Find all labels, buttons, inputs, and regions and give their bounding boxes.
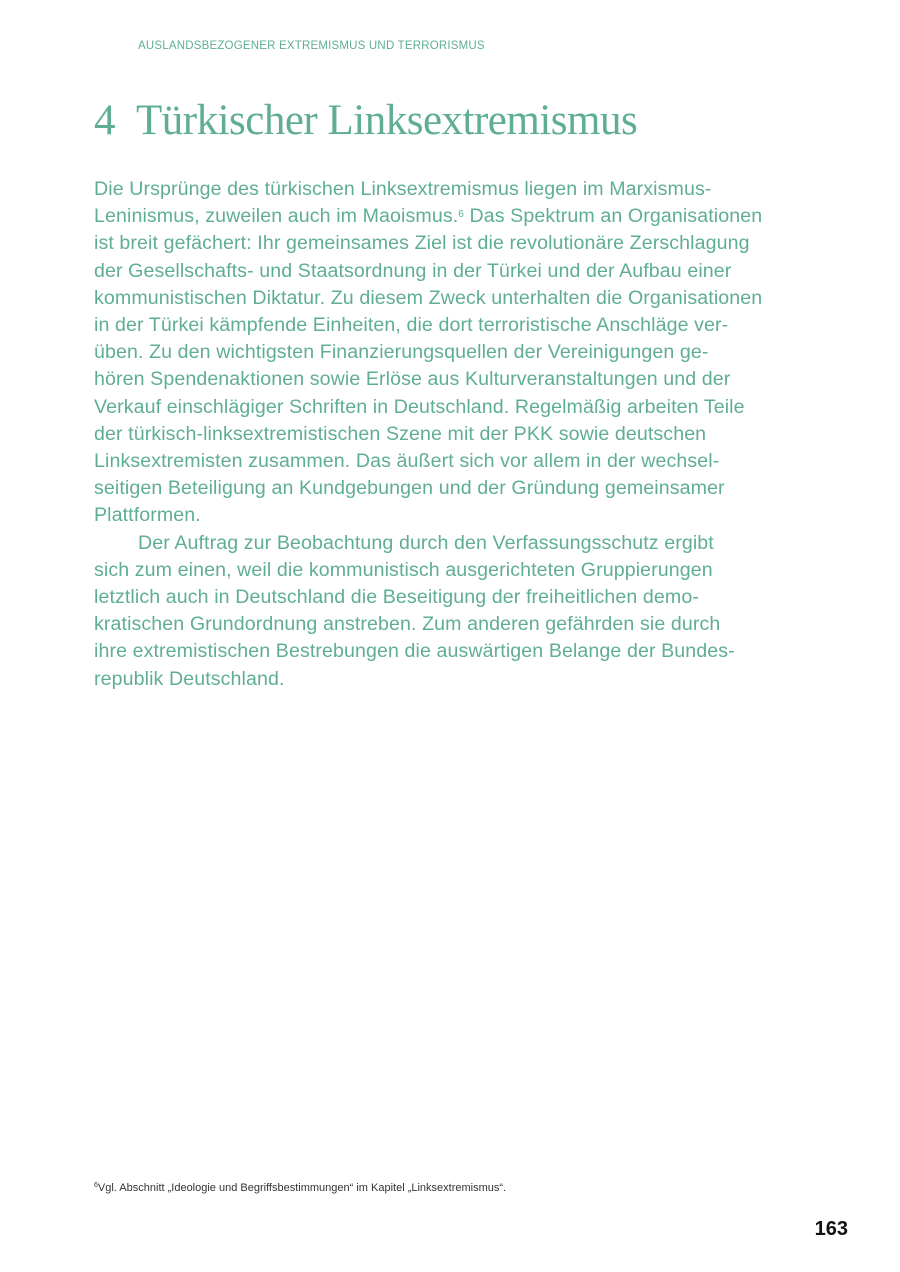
text-segment: Das Spektrum an Organisationen xyxy=(463,205,763,228)
text-line: in der Türkei kämpfende Einheiten, die dort terroristische Anschläge ver- xyxy=(94,314,729,337)
body-text xyxy=(94,176,840,693)
paragraph-1 xyxy=(94,176,840,530)
chapter-title: Türkischer Linksextremismus xyxy=(136,97,638,144)
text-line xyxy=(94,203,840,230)
text-line: sich zum einen, weil die kommunistisch ausgerichteten Gruppierungen xyxy=(94,558,713,581)
text-line: ihre extremistischen Bestrebungen die auswärtigen Belange der Bundes- xyxy=(94,640,735,663)
footnote-text: Vgl. Abschnitt „Ideologie und Begriffsbestimmungen“ im Kapitel „Linksextremismus“. xyxy=(97,1182,507,1194)
page-number: 163 xyxy=(814,1218,848,1240)
footnote-reference: 6 xyxy=(458,209,464,221)
chapter-heading xyxy=(94,94,637,148)
footnote-marker: 6 xyxy=(94,1182,98,1189)
text-line: Die Ursprünge des türkischen Linksextremismus liegen im Marxismus- xyxy=(94,178,712,200)
chapter-number: 4 xyxy=(94,97,115,144)
text-line: der Gesellschafts- und Staatsordnung in der Türkei und der Aufbau einer xyxy=(94,259,732,282)
text-line: üben. Zu den wichtigsten Finanzierungsquellen der Vereinigungen ge- xyxy=(94,341,709,364)
text-line: Verkauf einschlägiger Schriften in Deutschland. Regelmäßig arbeiten Teile xyxy=(94,395,745,418)
text-line: seitigen Beteiligung an Kundgebungen und der Gründung gemeinsamer xyxy=(94,477,725,500)
text-line: Linksextremisten zusammen. Das äußert sich vor allem in der wechsel- xyxy=(94,450,720,473)
footnote xyxy=(94,1182,506,1194)
text-line: republik Deutschland. xyxy=(94,667,285,690)
text-line: kratischen Grundordnung anstreben. Zum anderen gefährden sie durch xyxy=(94,613,721,636)
text-line: ist breit gefächert: Ihr gemeinsames Ziel ist die revolutionäre Zerschlagung xyxy=(94,232,750,255)
paragraph-2 xyxy=(94,530,840,693)
text-segment: Leninismus, zuweilen auch im Maoismus. xyxy=(94,205,459,228)
text-line: der türkisch-linksextremistischen Szene mit der PKK sowie deutschen xyxy=(94,422,707,445)
running-header: AUSLANDSBEZOGENER EXTREMISMUS UND TERRORISMUS xyxy=(138,40,485,52)
text-line: letztlich auch in Deutschland die Beseitigung der freiheitlichen demo- xyxy=(94,586,699,609)
text-line: Plattformen. xyxy=(94,504,201,527)
text-line: kommunistischen Diktatur. Zu diesem Zweck unterhalten die Organisationen xyxy=(94,286,763,309)
text-line: hören Spendenaktionen sowie Erlöse aus Kulturveranstaltungen und der xyxy=(94,368,731,391)
text-line: Der Auftrag zur Beobachtung durch den Verfassungsschutz ergibt xyxy=(138,531,714,554)
